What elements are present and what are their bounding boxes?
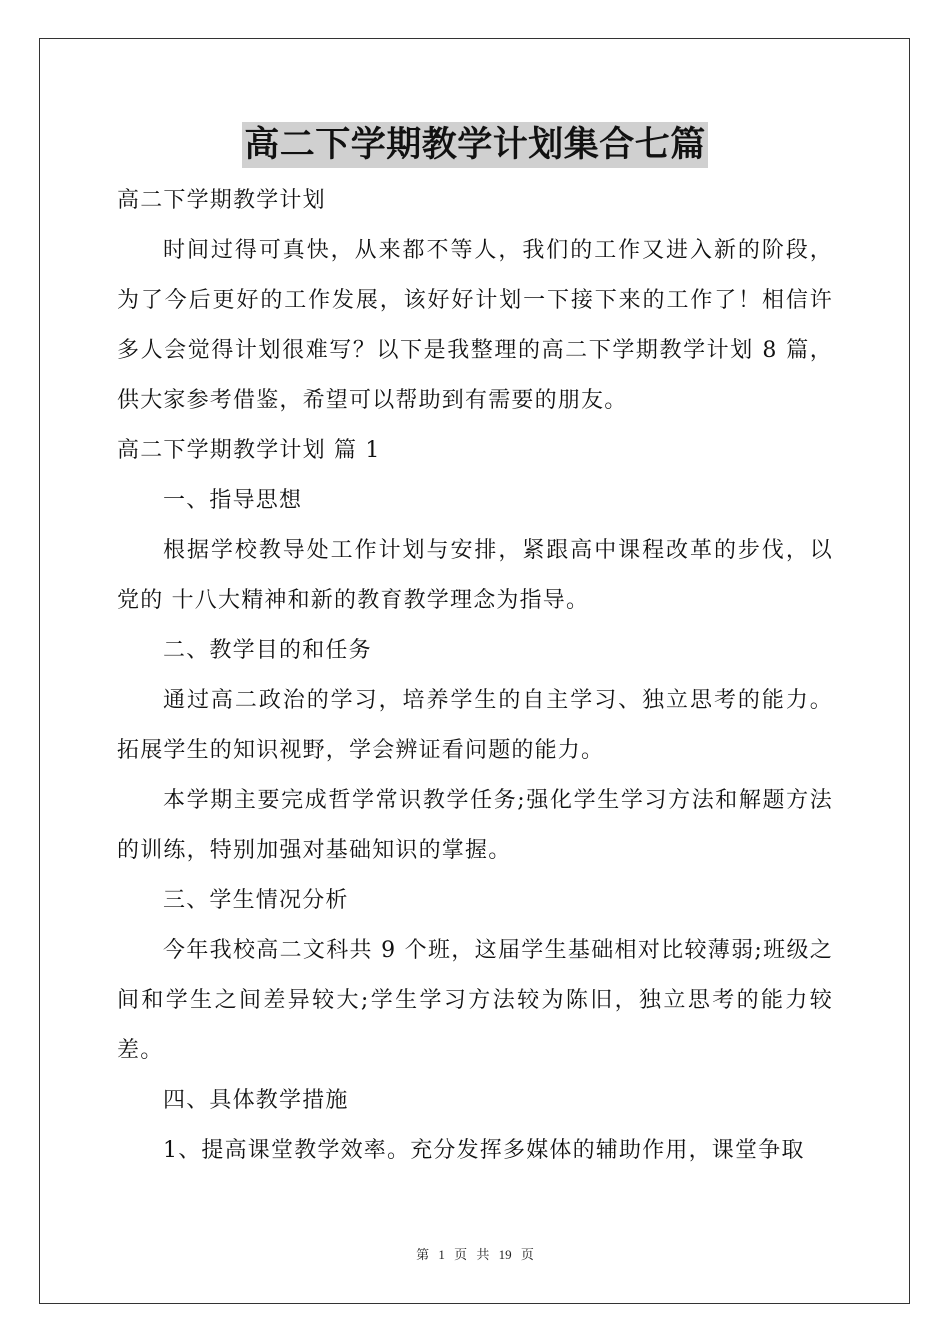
section-heading: 高二下学期教学计划 篇 1 <box>117 438 381 463</box>
title-container <box>0 122 950 168</box>
intro-paragraph: 时间过得可真快，从来都不等人，我们的工作又进入新的阶段，为了今后更好的工作发展，该好好计划一下接下来的工作了！相信许多人会觉得计划很难写？以下是我整理的高二下学期教学计划 8 篇，供大家参考借鉴，希望可以帮助到有需要的朋友。 <box>117 238 833 413</box>
subheading-student-analysis: 三、学生情况分析 <box>163 888 349 913</box>
body-paragraph: 通过高二政治的学习，培养学生的自主学习、独立思考的能力。拓展学生的知识视野，学会辨证看问题的能力。 <box>117 688 833 763</box>
document-title: 高二下学期教学计划集合七篇 <box>242 122 708 168</box>
subheading-teaching-measures: 四、具体教学措施 <box>163 1088 349 1113</box>
subheading-teaching-goals: 二、教学目的和任务 <box>163 638 372 663</box>
section-heading: 高二下学期教学计划 <box>117 188 326 213</box>
body-paragraph: 根据学校教导处工作计划与安排，紧跟高中课程改革的步伐，以党的 十八大精神和新的教育教学理念为指导。 <box>117 538 833 613</box>
page-footer: 第 1 页 共 19 页 <box>416 1247 534 1262</box>
document-body <box>117 176 833 1176</box>
body-paragraph: 1、提高课堂教学效率。充分发挥多媒体的辅助作用，课堂争取 <box>163 1138 805 1163</box>
body-paragraph: 本学期主要完成哲学常识教学任务;强化学生学习方法和解题方法的训练，特别加强对基础知识的掌握。 <box>117 788 833 863</box>
subheading-guiding-ideology: 一、指导思想 <box>163 488 303 513</box>
body-paragraph: 今年我校高二文科共 9 个班，这届学生基础相对比较薄弱;班级之间和学生之间差异较大;学生学习方法较为陈旧，独立思考的能力较差。 <box>117 938 833 1063</box>
